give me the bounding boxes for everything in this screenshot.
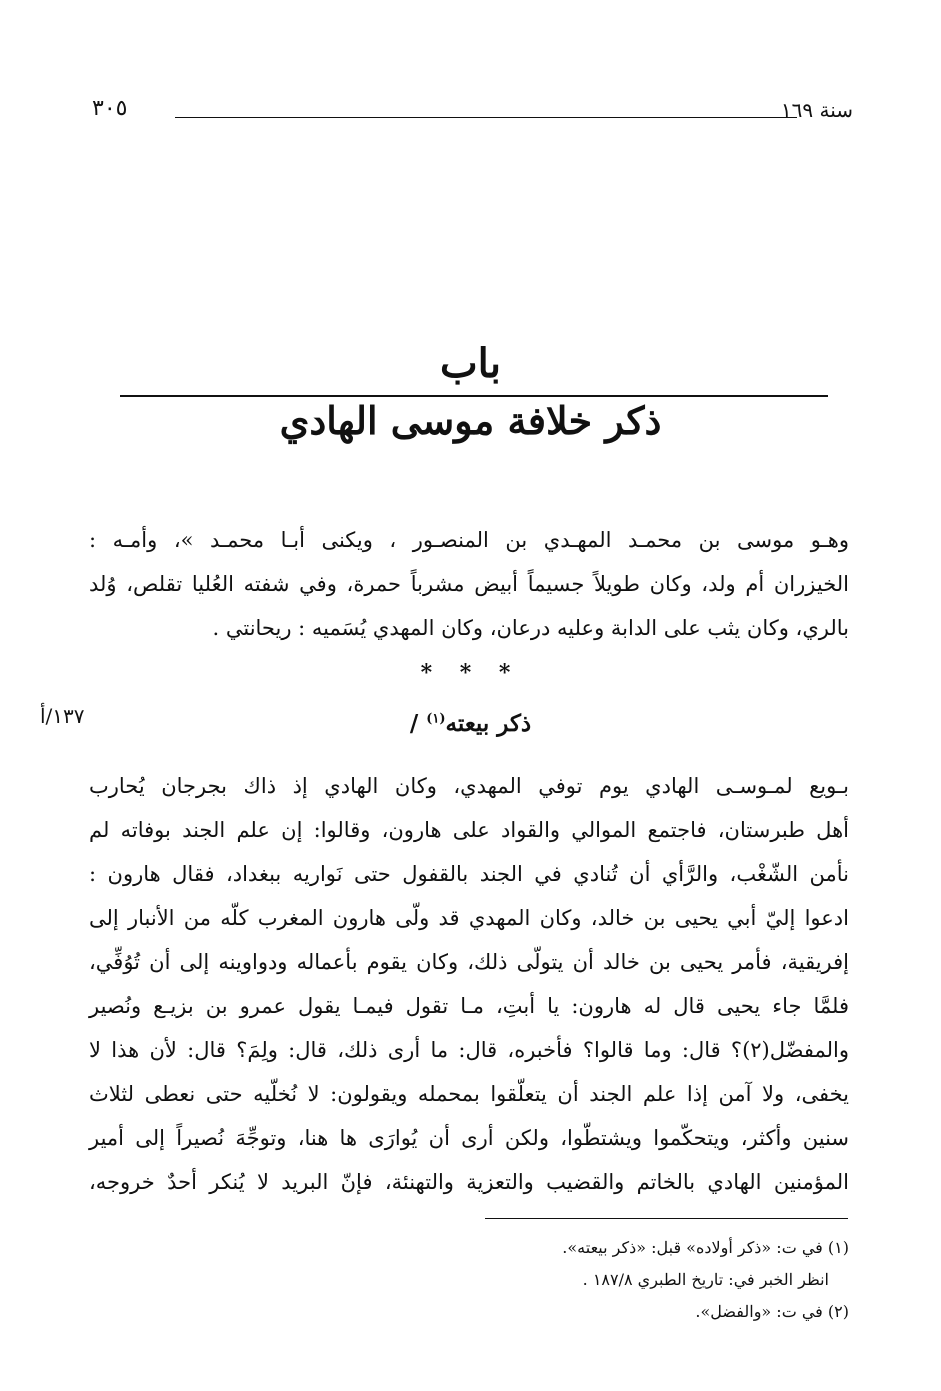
section-separator: * * * [420, 660, 521, 686]
footnote-2: (٢) في ت: «والفضل». [695, 1302, 849, 1321]
body-line: المؤمنين الهادي بالخاتم والقضيب والتعزية والتهنئة، فإنّ البريد لا يُنكر أحدٌ خروجه، [89, 1170, 849, 1194]
heading-slash: / [409, 710, 419, 737]
footnotes [89, 1232, 849, 1328]
footnote-1: (١) في ت: «ذكر أولاده» قبل: «ذكر بيعته». [562, 1238, 849, 1257]
body-line: بـويع لمـوسـى الهادي يوم توفي المهدي، وكان الهادي إذ ذاك بجرجان يُحارب [89, 774, 849, 798]
body-line: أهل طبرستان، فاجتمع الموالي والقواد على هارون، وقالوا: إن علم الجند بوفاته لم [89, 818, 849, 842]
chapter-label: باب [440, 340, 501, 387]
body-paragraph [89, 764, 849, 1204]
page-number: ٣٠٥ [92, 96, 128, 121]
intro-paragraph [89, 518, 849, 650]
body-line: ادعوا إليّ أبي يحيى بن خالد، وكان المهدي قد ولّى هارون المغرب كلّه من الأنبار إلى [89, 906, 849, 930]
body-line: سنين وأكثر، ويتحكّموا ويشتطّوا، ولكن أرى أن يُوارَى ها هنا، وتوجِّهَ نُصيراً إلى أمير [89, 1126, 849, 1150]
body-line: نأمن الشّغْب، والرَّأي أن تُنادي في الجند بالقفول حتى نَواريه ببغداد، فقال هارون : [89, 862, 849, 886]
footnote-mark[interactable]: (١) [426, 711, 446, 727]
manuscript-folio-ref: ١٣٧/أ [40, 704, 85, 728]
body-line: إفريقية، فأمر يحيى بن خالد أن يتولّى ذلك، وكان يقوم بأعماله ودواوينه إلى أن تُوُفِّي، [89, 950, 849, 974]
section-heading [0, 710, 941, 737]
intro-line: بالري، وكان يثب على الدابة وعليه درعان، وكان المهدي يُسَميه : ريحانتي . [212, 616, 849, 640]
intro-line: الخيزران أم ولد، وكان طويلاً جسيماً أبيض مشرباً حمرة، وفي شفته العُليا تقلص، وُلد [89, 572, 849, 596]
header-rule [175, 117, 797, 118]
footnote-rule [485, 1218, 848, 1219]
running-header-year: سنة ١٦٩ [780, 98, 853, 122]
footnote-1-source: انظر الخبر في: تاريخ الطبري ١٨٧/٨ . [582, 1270, 829, 1289]
chapter-title: ذكر خلافة موسى الهادي [279, 398, 662, 443]
body-line: فلمَّا جاء يحيى قال له هارون: يا أبتِ، مـا تقول فيمـا يقول عمرو بن بزيـع ونُصير [89, 994, 849, 1018]
chapter-rule [120, 395, 828, 397]
intro-line: وهـو موسى بن محمـد المهـدي بن المنصـور ، ويكنى أبـا محمـد »، وأمـه : [89, 528, 849, 552]
body-line: والمفضّل(٢)؟ قال: وما قالوا؟ فأخبره، قال: ما أرى ذلك، قال: ولِمَ؟ قال: لأن هذا لا [89, 1038, 849, 1062]
section-heading-text: ذكر بيعته [445, 710, 532, 737]
body-line: يخفى، ولا آمن إذا علم الجند أن يتعلّقوا بمحمله ويقولون: لا نُخلّيه حتى نعطى لثلاث [89, 1082, 849, 1106]
